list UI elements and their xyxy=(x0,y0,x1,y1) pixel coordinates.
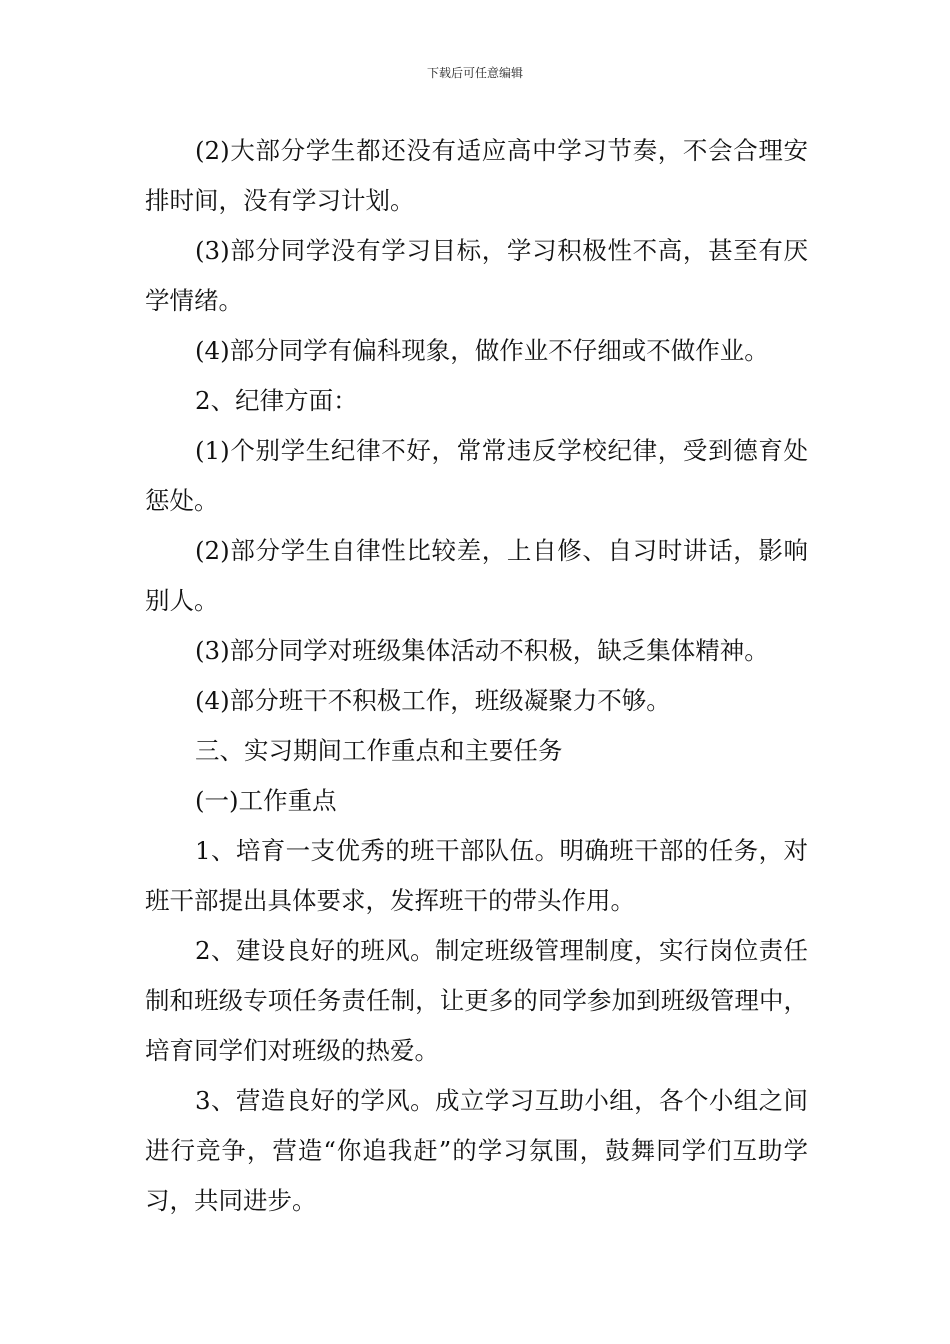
page-header: 下载后可任意编辑 xyxy=(426,66,523,80)
paragraph-focus-1: 1、培育一支优秀的班干部队伍。明确班干部的任务，对班干部提出具体要求，发挥班干的带头作用。 xyxy=(145,836,808,915)
section-heading-discipline: 2、纪律方面： xyxy=(195,386,358,415)
document-body xyxy=(145,126,808,1226)
paragraph-discipline-2: (2)部分学生自律性比较差，上自修、自习时讲话，影响别人。 xyxy=(145,536,808,615)
paragraph-study-4: (4)部分同学有偏科现象，做作业不仔细或不做作业。 xyxy=(195,336,769,365)
paragraph-focus-2: 2、建设良好的班风。制定班级管理制度，实行岗位责任制和班级专项任务责任制，让更多的同学参加到班级管理中，培育同学们对班级的热爱。 xyxy=(145,936,808,1065)
paragraph-discipline-3: (3)部分同学对班级集体活动不积极，缺乏集体精神。 xyxy=(195,636,769,665)
paragraph-study-2: (2)大部分学生都还没有适应高中学习节奏，不会合理安排时间，没有学习计划。 xyxy=(145,136,808,215)
section-heading-tasks: 三、实习期间工作重点和主要任务 xyxy=(195,736,563,765)
paragraph-study-3: (3)部分同学没有学习目标，学习积极性不高，甚至有厌学情绪。 xyxy=(145,236,808,315)
paragraph-discipline-4: (4)部分班干不积极工作，班级凝聚力不够。 xyxy=(195,686,671,715)
paragraph-discipline-1: (1)个别学生纪律不好，常常违反学校纪律，受到德育处惩处。 xyxy=(145,436,808,515)
paragraph-focus-3: 3、营造良好的学风。成立学习互助小组，各个小组之间进行竞争，营造“你追我赶”的学习氛围，鼓舞同学们互助学习，共同进步。 xyxy=(145,1086,808,1215)
subsection-heading-focus: (一)工作重点 xyxy=(195,786,337,815)
